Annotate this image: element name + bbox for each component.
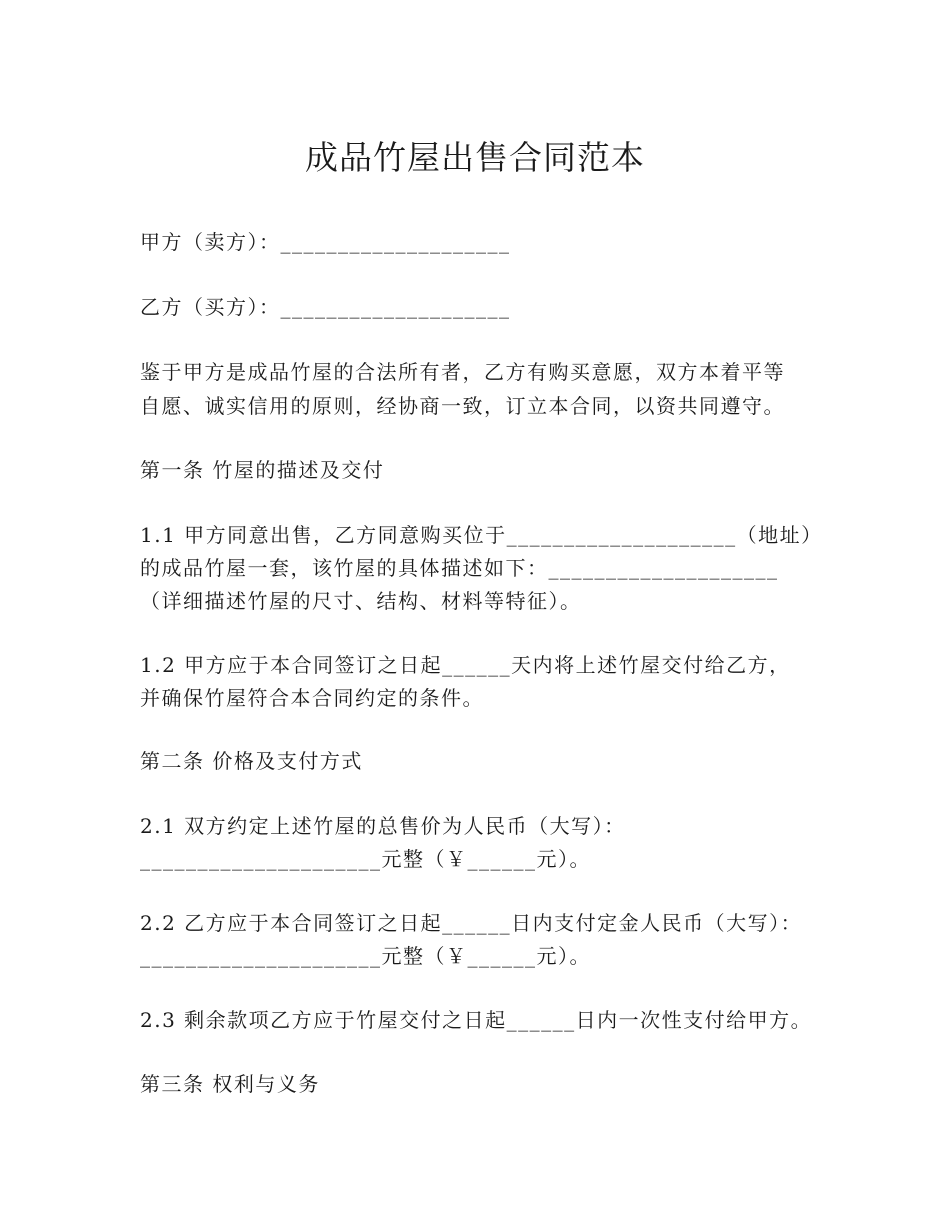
clause-1-1-line-1: 1.1 甲方同意出售，乙方同意购买位于____________________（地址） <box>140 523 823 547</box>
clause-2-1-line-2: _____________________元整（￥______元）。 <box>140 847 591 871</box>
article-1-heading: 第一条 竹屋的描述及交付 <box>140 458 385 482</box>
party-a-line: 甲方（卖方）：____________________ <box>140 230 511 254</box>
preamble-line-1: 鉴于甲方是成品竹屋的合法所有者，乙方有购买意愿，双方本着平等 <box>140 360 785 384</box>
clause-1-2-line-1: 1.2 甲方应于本合同签订之日起______天内将上述竹屋交付给乙方， <box>140 653 791 677</box>
clause-1-2-line-2: 并确保竹屋符合本合同约定的条件。 <box>140 686 484 710</box>
clause-1-1-line-2: 的成品竹屋一套，该竹屋的具体描述如下：____________________ <box>140 556 779 580</box>
article-3-heading: 第三条 权利与义务 <box>140 1072 320 1096</box>
clause-2-2-line-2: _____________________元整（￥______元）。 <box>140 944 591 968</box>
preamble-line-2: 自愿、诚实信用的原则，经协商一致，订立本合同，以资共同遵守。 <box>140 394 785 418</box>
clause-2-1-line-1: 2.1 双方约定上述竹屋的总售价为人民币（大写）： <box>140 814 626 838</box>
clause-2-2-line-1: 2.2 乙方应于本合同签订之日起______日内支付定金人民币（大写）： <box>140 911 803 935</box>
document-title: 成品竹屋出售合同范本 <box>305 138 645 177</box>
clause-2-3-line-1: 2.3 剩余款项乙方应于竹屋交付之日起______日内一次性支付给甲方。 <box>140 1008 813 1032</box>
party-b-line: 乙方（买方）：____________________ <box>140 295 511 319</box>
article-2-heading: 第二条 价格及支付方式 <box>140 749 363 773</box>
clause-1-1-line-3: （详细描述竹屋的尺寸、结构、材料等特征）。 <box>140 589 582 613</box>
